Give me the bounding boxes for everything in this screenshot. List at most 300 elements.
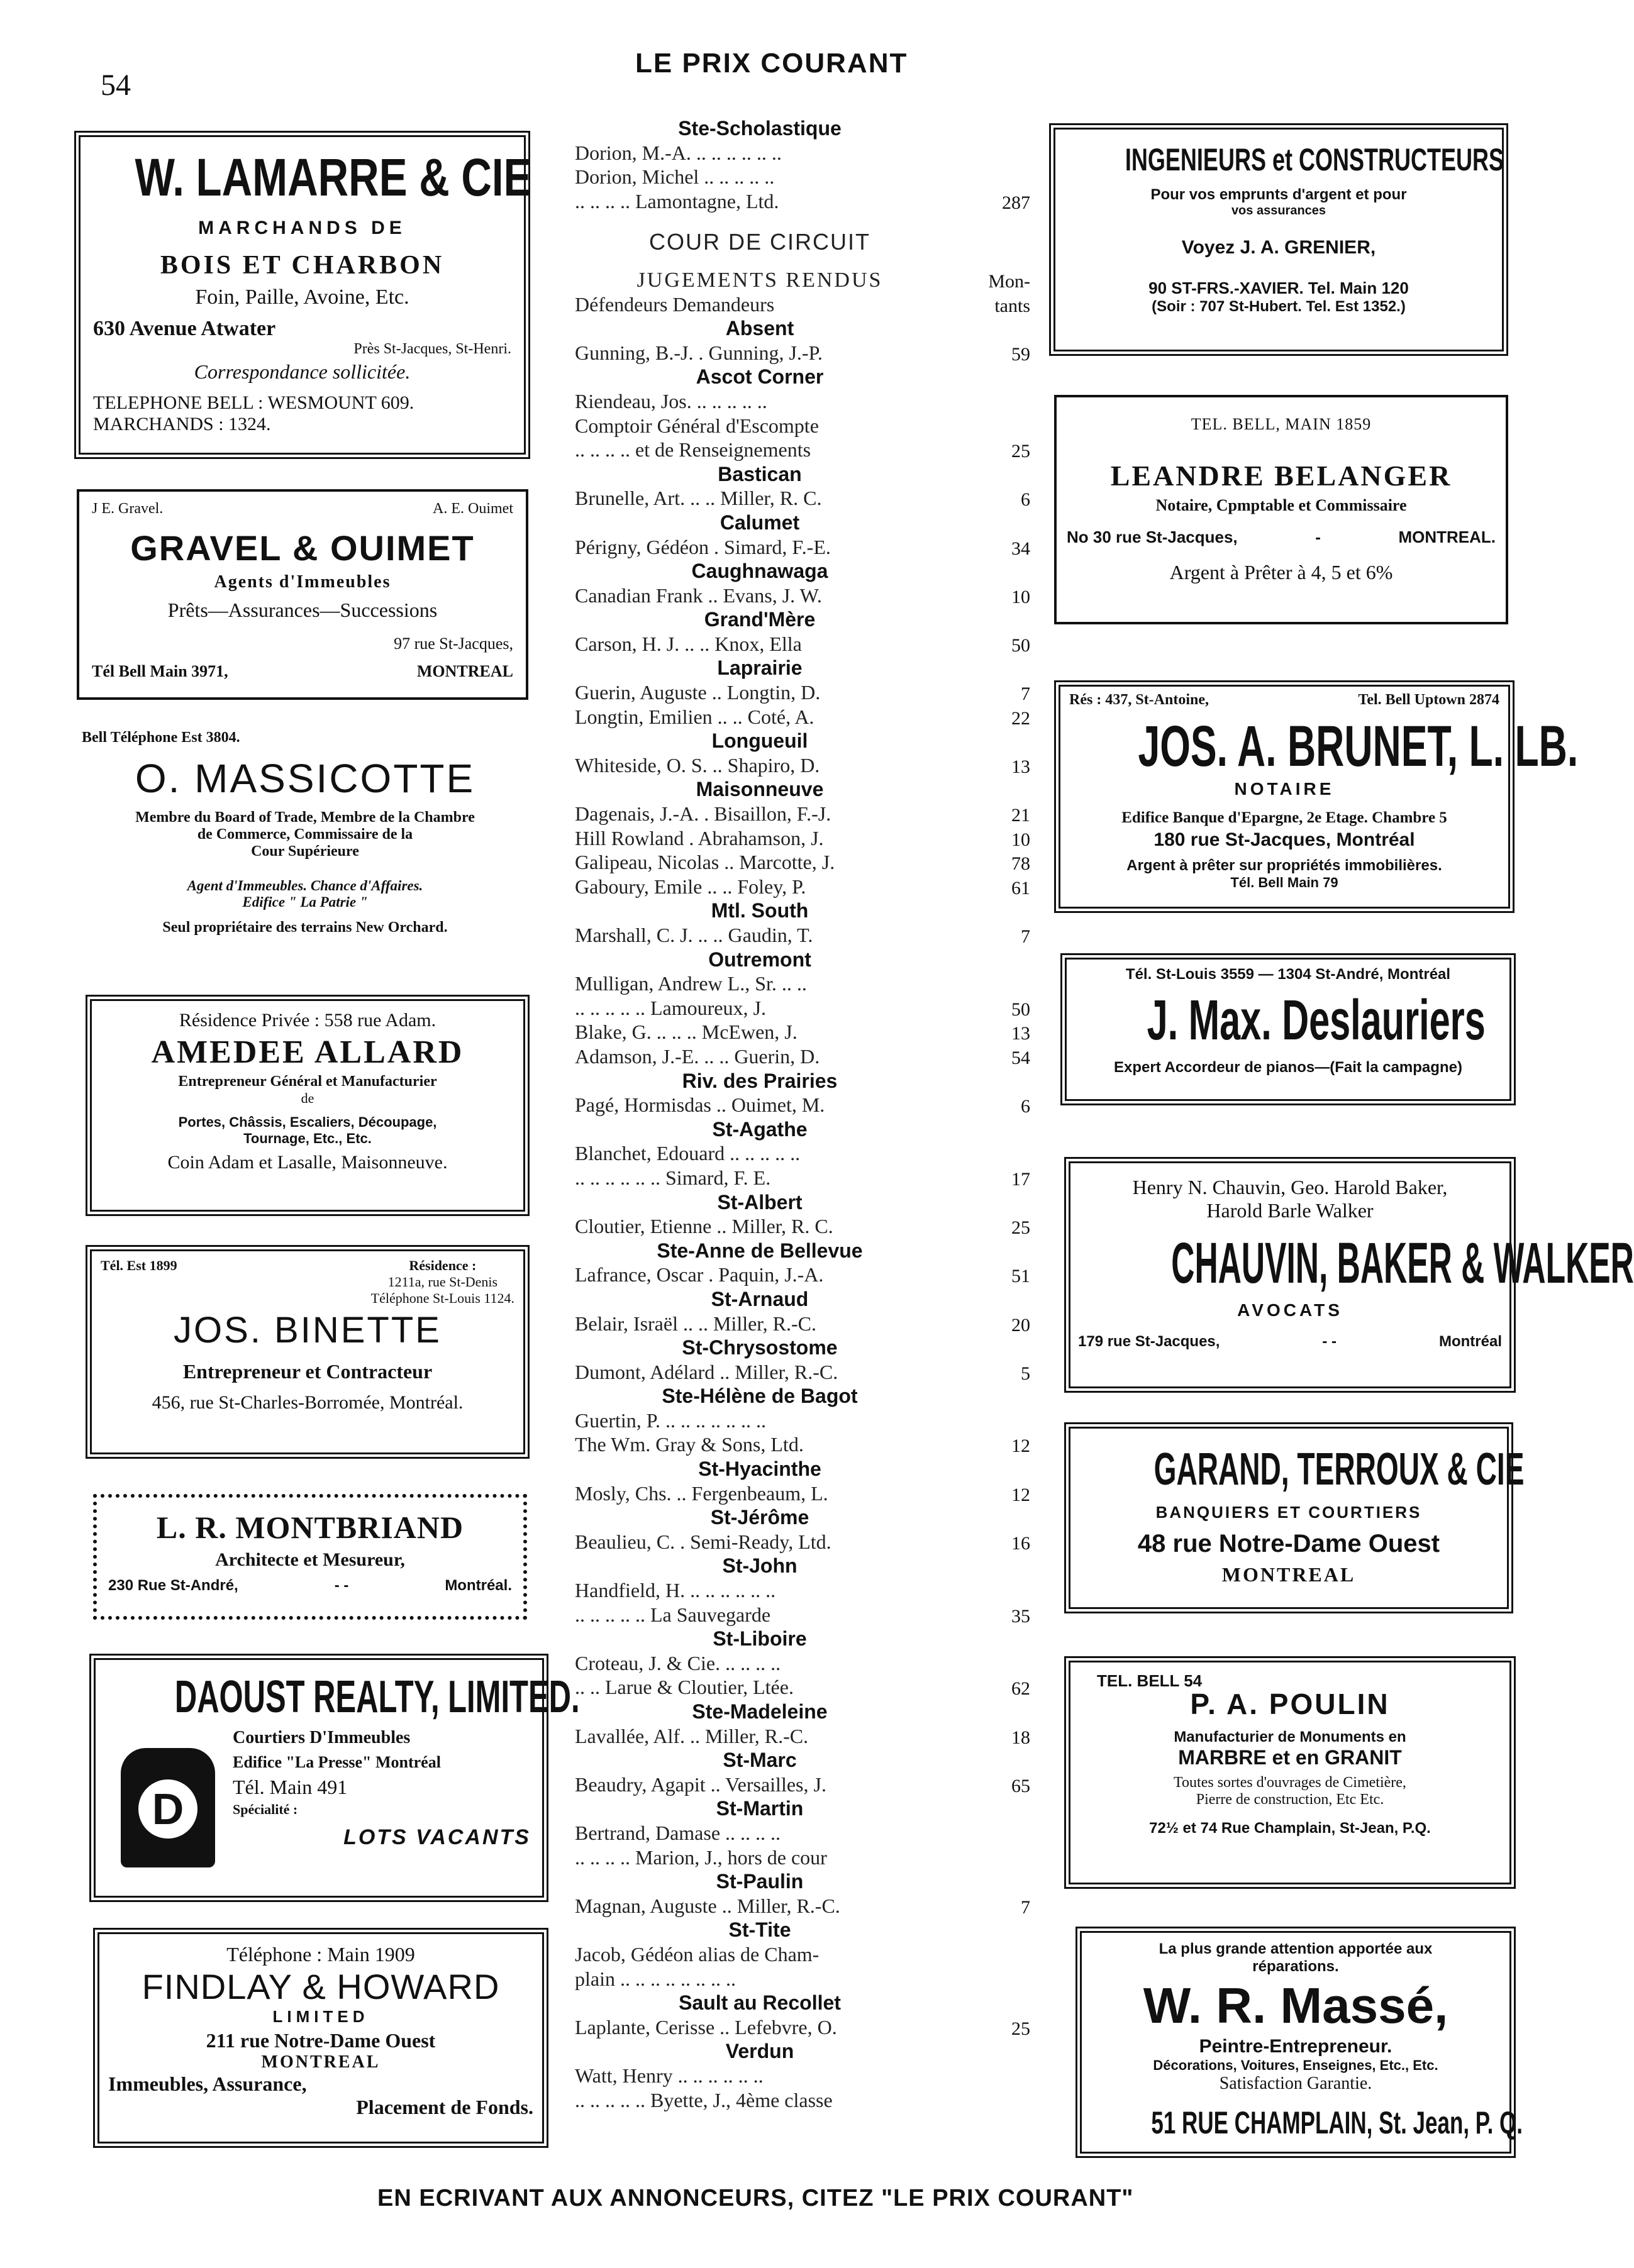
judgment-row [571,851,1030,875]
ad-belanger-l3: Argent à Prêter à 4, 5 et 6% [1169,561,1393,584]
ad-gravel-ouimet [77,489,528,700]
ad-gravel-partners [92,501,513,517]
judgment-row [571,1433,1030,1458]
ad-poulin-l3: Toutes sortes d'ouvrages de Cimetière, [1174,1774,1406,1791]
ad-allard-l5: Tournage, Etc., Etc. [243,1131,372,1146]
judgment-row [571,2016,1030,2040]
ad-poulin [1064,1656,1516,1889]
ad-chauvin-l3: AVOCATS [1237,1300,1343,1320]
ad-grenier-l1: Pour vos emprunts d'argent et pour [1150,186,1407,203]
ad-binette-top [101,1258,514,1307]
listing-text: Longtin, Emilien .. .. Coté, A. [575,705,814,728]
locality-heading [571,1070,1030,1094]
ad-findlay-l2: LIMITED [272,2007,369,2026]
listing-text: Ste-Hélène de Bagot [662,1385,858,1408]
listing-text: Absent [725,317,794,340]
ad-grenier [1049,123,1508,356]
ad-deslauriers-name: J. Max. Deslauriers [1147,989,1486,1052]
listing-amount: 21 [1011,805,1030,826]
ad-belanger-l1: Notaire, Cpmptable et Commissaire [1155,496,1407,514]
listing-amount: 287 [1002,192,1030,213]
judgment-row [571,487,1030,511]
ad-montbriand-dash: - - [334,1577,349,1594]
ad-gravel-l3: 97 rue St-Jacques, [394,634,513,653]
listing-text: Beaulieu, C. . Semi-Ready, Ltd. [575,1530,831,1553]
ad-poulin-l5: 72½ et 74 Rue Champlain, St-Jean, P.Q. [1149,1820,1431,1837]
locality-heading [571,1118,1030,1142]
ad-lamarre [74,131,530,459]
listing-amount: 22 [1011,707,1030,729]
ad-masse-l3: Peintre-Entrepreneur. [1199,2036,1392,2057]
locality-heading [571,560,1030,584]
listing-text: Riendeau, Jos. .. .. .. .. .. [575,389,767,412]
ad-masse-l1: La plus grande attention apportée aux [1159,1940,1433,1957]
ad-massicotte [75,729,535,968]
judgment-row [571,1652,1030,1676]
ad-belanger-name: LEANDRE BELANGER [1110,460,1452,492]
ad-chauvin-bottom [1078,1333,1502,1351]
listing-text: .. .. .. .. .. La Sauvegarde [575,1603,771,1626]
judgment-row [571,754,1030,778]
ad-binette-res1: Résidence : [409,1258,477,1273]
listing-amount: 17 [1011,1168,1030,1190]
judgment-row [571,141,1030,166]
listing-amount: 6 [1021,489,1030,511]
listing-text: Canadian Frank .. Evans, J. W. [575,584,822,607]
ad-lamarre-l5: Près St-Jacques, St-Henri. [353,341,511,357]
locality-heading [571,1991,1030,2016]
listing-text: Marshall, C. J. .. .. Gaudin, T. [575,924,813,946]
judgment-row [571,1725,1030,1749]
listing-text: .. .. .. .. et de Renseignements [575,438,811,462]
listing-text: plain .. .. .. .. .. .. .. .. [575,1967,736,1990]
ad-findlay-l5: Immeubles, Assurance, [108,2072,307,2095]
listing-amount: 54 [1011,1047,1030,1068]
ad-montbriand-city: Montréal. [445,1577,512,1594]
listing-text: Laplante, Cerisse .. Lefebvre, O. [575,2015,837,2038]
locality-heading [571,1506,1030,1530]
judgment-row [571,1676,1030,1700]
ad-chauvin-l1: Henry N. Chauvin, Geo. Harold Baker, [1132,1176,1448,1198]
judgment-row [571,293,1030,318]
listing-text: Guertin, P. .. .. .. .. .. .. .. [575,1408,766,1432]
listing-text: St-Martin [716,1797,804,1820]
ad-brunet-l3: 180 rue St-Jacques, Montréal [1153,829,1415,850]
judgment-row [571,633,1030,657]
listing-text: St-Paulin [716,1870,804,1893]
listing-text: Ascot Corner [696,365,824,389]
listing-amount: 25 [1011,2018,1030,2039]
listing-text: Verdun [725,2040,794,2063]
locality-heading [571,1627,1030,1652]
judgment-row [571,584,1030,609]
listing-text: Mosly, Chs. .. Fergenbeaum, L. [575,1481,828,1505]
ad-gravel-l2: Prêts—Assurances—Successions [167,599,438,621]
listing-text: .. .. Larue & Cloutier, Ltée. [575,1676,794,1699]
locality-heading [571,1239,1030,1264]
locality-heading [571,1700,1030,1725]
listing-amount: 50 [1011,634,1030,656]
listing-text: St-Tite [728,1918,791,1942]
ad-belanger-addr-row [1067,528,1496,547]
judgment-row [571,341,1030,366]
ad-masse-name: W. R. Massé, [1143,1978,1448,2033]
listing-text: Beaudry, Agapit .. Versailles, J. [575,1773,826,1796]
listing-text: The Wm. Gray & Sons, Ltd. [575,1433,804,1456]
judgment-row [571,1021,1030,1045]
listing-text: Caughnawaga [691,560,828,583]
listing-amount: 61 [1011,877,1030,899]
ad-allard-l4: Portes, Châssis, Escaliers, Découpage, [178,1114,437,1130]
locality-heading [571,1191,1030,1215]
ad-grenier-l2: vos assurances [1231,204,1326,218]
listing-text: St-Agathe [712,1117,808,1141]
judgment-row [571,1943,1030,1967]
listing-text: Ste-Madeleine [692,1700,828,1723]
listing-amount: 34 [1011,538,1030,559]
listing-text: St-Jérôme [710,1506,809,1529]
listing-text: Lavallée, Alf. .. Miller, R.-C. [575,1724,809,1747]
locality-heading [571,1870,1030,1895]
judgment-row [571,1045,1030,1070]
listing-text: Ste-Scholastique [678,117,842,140]
ad-poulin-l2: MARBRE et en GRANIT [1178,1746,1402,1769]
ad-massicotte-l6: Seul propriétaire des terrains New Orchard. [162,919,448,936]
listing-amount: 51 [1011,1266,1030,1287]
ad-daoust-name: DAOUST REALTY, LIMITED. [174,1672,580,1722]
listing-amount: 7 [1021,683,1030,705]
ad-gravel-right: A. E. Ouimet [433,501,513,517]
listing-text: Croteau, J. & Cie. .. .. .. .. [575,1651,781,1674]
locality-heading [571,1797,1030,1822]
judgment-row [571,1409,1030,1434]
ad-massicotte-l2: de Commerce, Commissaire de la [197,826,413,843]
ad-allard-l1: Résidence Privée : 558 rue Adam. [179,1010,436,1031]
listing-text: Brunelle, Art. .. .. Miller, R. C. [575,487,822,510]
judgment-row [571,875,1030,900]
locality-heading [571,778,1030,802]
listing-amount: 10 [1011,586,1030,607]
ad-daoust [89,1654,580,1902]
ad-garand-l1: BANQUIERS ET COURTIERS [1155,1503,1422,1522]
locality-heading [571,1554,1030,1579]
ad-binette-l2: 456, rue St-Charles-Borromée, Montréal. [152,1392,464,1413]
listing-amount: 65 [1011,1775,1030,1796]
judgment-row [571,1215,1030,1239]
judgment-row [571,1093,1030,1118]
listing-text: Calumet [720,511,800,534]
ad-daoust-l1: Courtiers D'Immeubles [233,1728,411,1747]
ad-daoust-l2: Edifice "La Presse" Montréal [233,1753,441,1771]
ad-binette-l1: Entrepreneur et Contracteur [182,1360,433,1383]
listing-text: Galipeau, Nicolas .. Marcotte, J. [575,851,835,874]
ad-binette [86,1245,530,1459]
ad-massicotte-l1: Membre du Board of Trade, Membre de la Chambre [135,809,475,826]
ad-montbriand [93,1494,527,1620]
locality-heading [571,463,1030,487]
listing-amount: 6 [1021,1096,1030,1117]
listing-text: Longueuil [711,729,808,753]
ad-deslauriers-top: Tél. St-Louis 3559 — 1304 St-André, Montréal [1125,966,1451,983]
listing-text: Gunning, B.-J. . Gunning, J.-P. [575,341,823,364]
ad-massicotte-l5: Edifice " La Patrie " [242,894,368,910]
ad-montbriand-name: L. R. MONTBRIAND [156,1510,464,1545]
ad-montbriand-addr: 230 Rue St-André, [108,1577,238,1594]
ad-montbriand-bottom [108,1577,512,1595]
listing-text: Pagé, Hormisdas .. Ouimet, M. [575,1093,825,1117]
ad-brunet-top [1069,692,1499,709]
judgment-row [571,1846,1030,1871]
ad-brunet-name: JOS. A. BRUNET, L. LB. [1138,714,1579,778]
ad-allard-l6: Coin Adam et Lasalle, Maisonneuve. [167,1152,448,1173]
locality-heading [571,511,1030,536]
ad-daoust-l3: Tél. Main 491 [233,1776,348,1798]
judgment-row [571,2089,1030,2113]
listing-text: Handfield, H. .. .. .. .. .. .. [575,1579,776,1602]
ad-gravel-name: GRAVEL & OUIMET [130,528,475,568]
judgment-row [571,1773,1030,1798]
ad-gravel-city: MONTREAL [416,662,513,680]
listing-amount: 18 [1011,1727,1030,1748]
ad-brunet-res: Rés : 437, St-Antoine, [1069,692,1209,708]
listing-text: .. .. .. .. .. Lamoureux, J. [575,996,766,1019]
listing-amount: 10 [1011,829,1030,850]
locality-heading [571,365,1030,390]
ad-allard-l3: de [301,1090,314,1106]
ad-massicotte-name: O. MASSICOTTE [135,756,475,801]
ad-binette-tel: Tél. Est 1899 [101,1258,177,1273]
judgment-row [571,705,1030,730]
locality-heading [571,608,1030,633]
ad-massicotte-tel: Bell Téléphone Est 3804. [82,729,240,746]
ad-binette-res3: Téléphone St-Louis 1124. [370,1290,514,1306]
ad-garand-name: GARAND, TERROUX & CIE [1153,1444,1525,1495]
ad-binette-res [371,1258,514,1307]
ad-lamarre-l2: BOIS ET CHARBON [160,251,445,280]
ad-poulin-l1: Manufacturier de Monuments en [1174,1729,1406,1745]
listing-text: St-Chrysostome [682,1336,838,1359]
judgment-row [571,214,1030,229]
ad-poulin-tel: TEL. BELL 54 [1097,1671,1203,1690]
listing-text: Mulligan, Andrew L., Sr. .. .. [575,972,807,995]
locality-heading [571,1918,1030,1943]
ad-binette-name: JOS. BINETTE [174,1310,442,1351]
listing-text: St-Liboire [713,1627,807,1651]
ad-brunet-tel: Tel. Bell Uptown 2874 [1358,692,1499,708]
ad-grenier-l4: 90 ST-FRS.-XAVIER. Tel. Main 120 [1148,279,1409,297]
judgment-row [571,972,1030,997]
judgment-row [571,1579,1030,1603]
ad-lamarre-l3: Foin, Paille, Avoine, Etc. [195,285,409,309]
listing-text: Dorion, M.-A. .. .. .. .. .. .. [575,141,782,164]
ad-findlay-l4: MONTREAL [261,2052,381,2072]
listing-text: .. .. .. .. Lamontagne, Ltd. [575,189,779,213]
listing-amount: 5 [1021,1363,1030,1384]
ad-masse-l4: Décorations, Voitures, Enseignes, Etc., Etc. [1153,2057,1438,2073]
listing-text: St-Hyacinthe [698,1458,821,1481]
ad-gravel-bottom [92,662,513,681]
judgment-row [571,802,1030,827]
listing-text: Dorion, Michel .. .. .. .. .. [575,165,775,189]
judgments-listing [571,117,1030,2113]
ad-massicotte-l4: Agent d'Immeubles. Chance d'Affaires. [187,878,423,893]
ad-garand-l3: MONTREAL [1221,1563,1356,1586]
section-heading [571,268,1030,293]
listing-amount: 13 [1011,1023,1030,1044]
listing-text: St-John [722,1554,798,1578]
listing-amount: 25 [1011,441,1030,462]
listing-amount: Mon- [988,270,1030,292]
listing-text: Blanchet, Edouard .. .. .. .. .. [575,1142,801,1165]
ad-lamarre-l4: 630 Avenue Atwater [93,317,276,340]
listing-text: Grand'Mère [704,608,816,631]
listing-amount: 7 [1021,1896,1030,1918]
ad-brunet [1054,680,1579,913]
listing-text: Périgny, Gédéon . Simard, F.-E. [575,535,831,558]
listing-text: .. .. .. .. Marion, J., hors de cour [575,1845,827,1869]
listing-amount: 7 [1021,926,1030,947]
ad-belanger-dash: - [1315,528,1321,546]
locality-heading [571,656,1030,681]
listing-text: Jacob, Gédéon alias de Cham- [575,1942,820,1966]
ad-garand-l2: 48 rue Notre-Dame Ouest [1137,1530,1440,1557]
judgment-row [571,1361,1030,1385]
judgment-row [571,1895,1030,1919]
judgment-row [571,190,1030,214]
listing-text: Ste-Anne de Bellevue [657,1239,863,1262]
ad-lamarre-l7: TELEPHONE BELL : WESMOUNT 609. [93,392,414,413]
listing-text: Dagenais, J.-A. . Bisaillon, F.-J. [575,802,831,826]
ad-lamarre-name: W. LAMARRE & CIE [135,148,532,207]
listing-text: Belair, Israël .. .. Miller, R.-C. [575,1312,817,1335]
listing-text: Whiteside, O. S. .. Shapiro, D. [575,753,820,777]
listing-amount: 62 [1011,1678,1030,1700]
section-heading [571,229,1030,253]
judgment-row [571,253,1030,268]
listing-text: Bastican [718,462,802,485]
ad-brunet-l4: Argent à prêter sur propriétés immobilières. [1126,857,1442,874]
listing-text: Défendeurs Demandeurs [575,292,775,316]
ad-findlay-l3: 211 rue Notre-Dame Ouest [206,2029,436,2052]
listing-text: St-Marc [723,1749,797,1772]
listing-amount: 12 [1011,1435,1030,1457]
ad-gravel-l1: Agents d'Immeubles [214,572,391,592]
locality-heading [571,117,1030,141]
ad-garand [1064,1422,1525,1613]
ad-masse-l6: 51 RUE CHAMPLAIN, St. Jean, P. Q. [1151,2105,1523,2140]
ad-gravel-left: J E. Gravel. [92,501,164,517]
judgment-row [571,414,1030,439]
judgment-row [571,827,1030,851]
listing-amount: 59 [1011,343,1030,365]
ad-findlay-l6: Placement de Fonds. [356,2096,533,2118]
locality-heading [571,1458,1030,1482]
ad-binette-res2: 1211a, rue St-Denis [387,1274,498,1290]
locality-heading [571,1385,1030,1409]
locality-heading [571,1288,1030,1312]
listing-text: COUR DE CIRCUIT [649,229,870,255]
locality-heading [571,317,1030,341]
listing-amount: 25 [1011,1217,1030,1239]
judgment-row [571,1967,1030,1992]
judgment-row [571,1142,1030,1166]
listing-text: Watt, Henry .. .. .. .. .. .. [575,2064,764,2087]
ad-allard [86,995,530,1216]
listing-amount: 16 [1011,1532,1030,1554]
ad-masse [1075,1927,1523,2158]
ad-masse-l5: Satisfaction Garantie. [1219,2074,1372,2093]
judgment-row [571,1822,1030,1846]
judgment-row [571,536,1030,560]
ad-brunet-l5: Tél. Bell Main 79 [1230,875,1338,890]
ad-brunet-l1: NOTAIRE [1234,779,1335,799]
listing-text: Blake, G. .. .. .. McEwen, J. [575,1021,798,1044]
judgment-row [571,2064,1030,2089]
locality-heading [571,2040,1030,2064]
ad-belanger-city: MONTREAL. [1398,528,1496,546]
ad-lamarre-l8: MARCHANDS : 1324. [93,414,271,434]
judgment-row [571,165,1030,190]
ad-chauvin [1064,1157,1634,1393]
ad-poulin-name: P. A. POULIN [1190,1688,1390,1720]
ad-gravel-tel: Tél Bell Main 3971, [92,662,228,680]
ad-grenier-l5: (Soir : 707 St-Hubert. Tel. Est 1352.) [1152,298,1406,315]
daoust-logo-letter: D [138,1779,197,1839]
ad-findlay-name: FINDLAY & HOWARD [142,1967,500,2006]
ad-chauvin-l2: Harold Barle Walker [1206,1199,1374,1222]
ad-allard-l2: Entrepreneur Général et Manufacturier [178,1073,437,1090]
listing-text: Dumont, Adélard .. Miller, R.-C. [575,1360,838,1383]
listing-amount: 13 [1011,756,1030,777]
listing-text: St-Albert [717,1190,803,1214]
listing-text: .. .. .. .. .. Byette, J., 4ème classe [575,2088,833,2111]
ad-chauvin-city: Montréal [1438,1333,1502,1350]
daoust-logo-icon [121,1748,215,1867]
ad-belanger [1054,395,1508,624]
judgment-row [571,1482,1030,1507]
listing-text: Guerin, Auguste .. Longtin, D. [575,681,821,704]
listing-amount: 12 [1011,1484,1030,1505]
ad-grenier-name: INGENIEURS et CONSTRUCTEURS [1125,142,1504,177]
ad-grenier-l3: Voyez J. A. GRENIER, [1181,237,1376,258]
judgment-row [571,1603,1030,1628]
listing-text: Riv. des Prairies [682,1069,838,1092]
judgment-row [571,1530,1030,1555]
listing-text: .. .. .. .. .. .. Simard, F. E. [575,1166,771,1189]
judgment-row [571,924,1030,948]
ad-findlay [93,1928,548,2148]
listing-text: Adamson, J.-E. .. .. Guerin, D. [575,1044,820,1068]
listing-text: Mtl. South [711,899,809,922]
listing-amount: tants [994,295,1030,316]
judgment-row [571,1166,1030,1191]
listing-text: Comptoir Général d'Escompte [575,414,819,437]
listing-text: Hill Rowland . Abrahamson, J. [575,826,824,849]
locality-heading [571,948,1030,973]
ad-lamarre-l1: MARCHANDS DE [198,218,406,238]
listing-amount: 50 [1011,998,1030,1020]
ad-masse-l2: réparations. [1252,1958,1339,1975]
locality-heading [571,1749,1030,1773]
listing-text: Gaboury, Emile .. .. Foley, P. [575,875,806,898]
listing-text: Laprairie [717,656,803,680]
judgment-row [571,1263,1030,1288]
listing-text: Magnan, Auguste .. Miller, R.-C. [575,1894,840,1917]
ad-brunet-l2: Edifice Banque d'Epargne, 2e Etage. Chambre 5 [1121,809,1447,826]
ad-massicotte-l3: Cour Supérieure [251,843,359,860]
listing-text: Carson, H. J. .. .. Knox, Ella [575,632,802,655]
listing-text: Sault au Recollet [679,1991,841,2015]
